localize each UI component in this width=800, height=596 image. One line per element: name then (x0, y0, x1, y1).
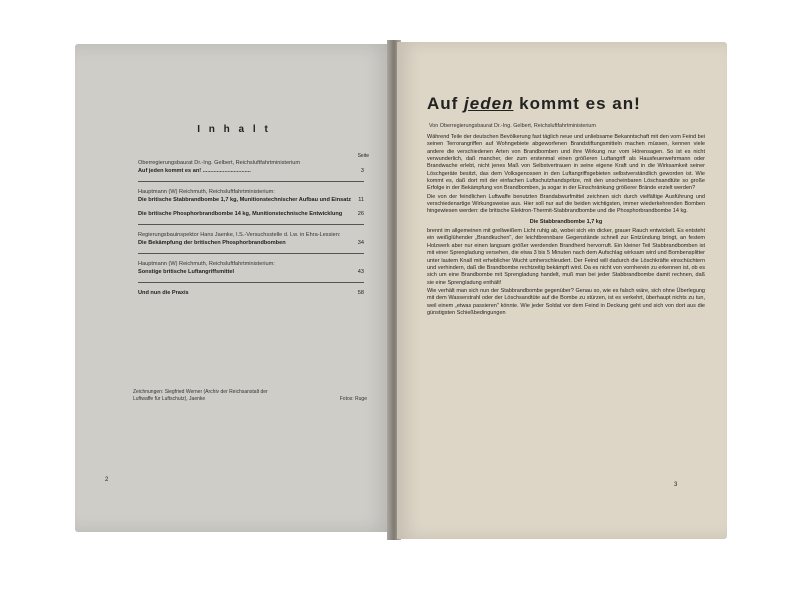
divider (138, 224, 364, 225)
headline-emphasis: jeden (464, 94, 514, 113)
paragraph: Wie verhält man sich nun der Stabbrandbombe gegenüber? Genau so, wie es falsch wäre, sich ohne Überlegung mit dem Wasserstrahl oder der Löschsandtüte auf die Bombe zu stürzen, ist es verkehrt, überhaupt nichts zu tun, weil einem „etwas passieren" könnte. Wie jeder Soldat vor dem Feind in Deckung geht und sich von dort aus die günstigsten Schießbedingungen (427, 287, 705, 316)
article-byline: Von Oberregierungsbaurat Dr.-Ing. Gelbert, Reichsluftfahrtministerium (429, 123, 596, 129)
toc-title-text: Und nun die Praxis (138, 290, 189, 296)
toc-title-text: Die Bekämpfung der britischen Phosphorbrandbomben (138, 240, 286, 246)
toc-page: 26 (357, 211, 364, 217)
toc-page: 43 (357, 269, 364, 275)
headline-part: kommt es an! (513, 94, 641, 113)
toc-title-text: Die britische Stabbrandbombe 1,7 kg, Munitionstechnischer Aufbau und Einsatz (138, 197, 352, 203)
toc-title: I n h a l t (197, 124, 271, 135)
toc-entry (138, 210, 364, 218)
toc-author: Oberregierungsbaurat Dr.-Ing. Gelbert, Reichsluftfahrtministerium (138, 160, 300, 166)
toc-entry (138, 289, 364, 297)
page-number: 3 (674, 482, 678, 488)
toc-title-text: Sonstige britische Luftangriffsmittel (138, 269, 235, 275)
image-credits (133, 389, 367, 403)
toc-author: Hauptmann (W) Reichmuth, Reichsluftfahrtministerium: (138, 189, 275, 195)
toc-author: Hauptmann (W) Reichmuth, Reichsluftfahrtministerium: (138, 261, 275, 267)
toc-page: 3 (360, 168, 364, 174)
section-subheading: Die Stabbrandbombe 1,7 kg (529, 218, 603, 225)
toc-page: 34 (357, 240, 364, 246)
toc-page: 58 (357, 290, 364, 296)
left-page (75, 44, 393, 532)
toc-entry (138, 231, 364, 247)
paragraph: Während Teile der deutschen Bevölkerung fast täglich neue und unliebsame Bekanntschaft mit den vom Feind bei seinen Terrorangriffen auf Wohngebiete abgeworfenen Brandstiftungsmitteln machen müssen, kennen viele andere die verschiedenen Arten von Brandbomben und ihre Wirkung nur vom Hörensagen. So ist es nicht verwunderlich, daß mancher, der zum erstenmal einen größeren Luftangriff als Hausfeuerwehrmann oder Brandwache erlebt, nicht jenes Maß von Selbstvertrauen in seine eigene Kraft und in die Wirksamkeit seiner Löschgeräte besitzt, das dem Volksgenossen in den Luftangriffsgebieten selbstverständlich geworden ist. Wie kommt es, daß dort mit der einfachen Luftschutzhandspritze, mit den unscheinbaren Löschsandtüte so große Erfolge in der Bekämpfung von Brandbomben, ja sogar in der Einschränkung größerer Brände erzielt werden? (427, 134, 705, 192)
credits-line: Luftwaffe für Luftschutz), Jaenke (133, 396, 206, 402)
toc-entry (138, 260, 364, 276)
toc-page: 11 (358, 197, 364, 203)
credits-fotos: Fotos: Ruge (339, 396, 367, 402)
page-column-label: Seite (357, 153, 369, 159)
divider (138, 181, 364, 182)
page-number: 2 (105, 477, 109, 483)
paragraph: Die von der feindlichen Luftwaffe benutzten Brandabwurfmittel zeichnen sich durch vielfältige Ausführung und verschiedenartige Wirkungsweise aus. Hier soll nur auf die beiden wichtigsten, immer wiederkehrenden Bomben hingewiesen werden: die britische Elektron-Thermit-Stabbrandbombe und die Phosphorbrandbombe 14 kg. (427, 193, 705, 215)
divider (138, 282, 364, 283)
paragraph: brennt im allgemeinen mit grellweißem Licht ruhig ab, wobei sich ein dicker, grauer Rauch entwickelt. Es entsteht ein weißglühender „Brandkuchen", der leichtbrennbare Gegenstände schnell zur Entzündung bringt, an festem Holzwerk aber nur einen langsam größer werdenden Brandherd hervorruft. Ein kleiner Teil Stabbrandbomben ist mit einer Sprengladung versehen, die etwa 3 bis 5 Minuten nach dem Aufschlag wirksam wird und Bombensplitter unter lautem Knall mit erheblicher Wucht umherschleudert. Der Feind will dadurch die Löschkräfte einschüchtern und verhindern, daß die Brandbombe rechtzeitig bekämpft wird. Da es nicht von vornherein zu erkennen ist, ob es sich um eine Brandbombe mit Sprengladung handelt, muß man bei jeder Stabbrandbombe damit rechnen, daß sie eine Sprengladung enthält! (427, 228, 705, 286)
toc-title-text: Auf jeden kommt es an! ............................... (138, 168, 251, 174)
article-body (427, 134, 705, 318)
toc-entry (138, 188, 364, 204)
credits-line: Zeichnungen: Siegfried Werner (Archiv der Reichsanstalt der (133, 389, 268, 395)
toc-entry (138, 159, 364, 175)
right-page (397, 42, 727, 539)
toc-title-text: Die britische Phosphorbrandbombe 14 kg, Munitionstechnische Entwicklung (138, 211, 343, 217)
toc-author: Regierungsbauinspektor Hans Jaenke, I.S.-Versuchsstelle d. Lw. in Ehra-Lessien: (138, 232, 341, 238)
table-of-contents (138, 159, 364, 303)
article-headline (427, 94, 641, 114)
divider (138, 253, 364, 254)
headline-part: Auf (427, 94, 465, 113)
